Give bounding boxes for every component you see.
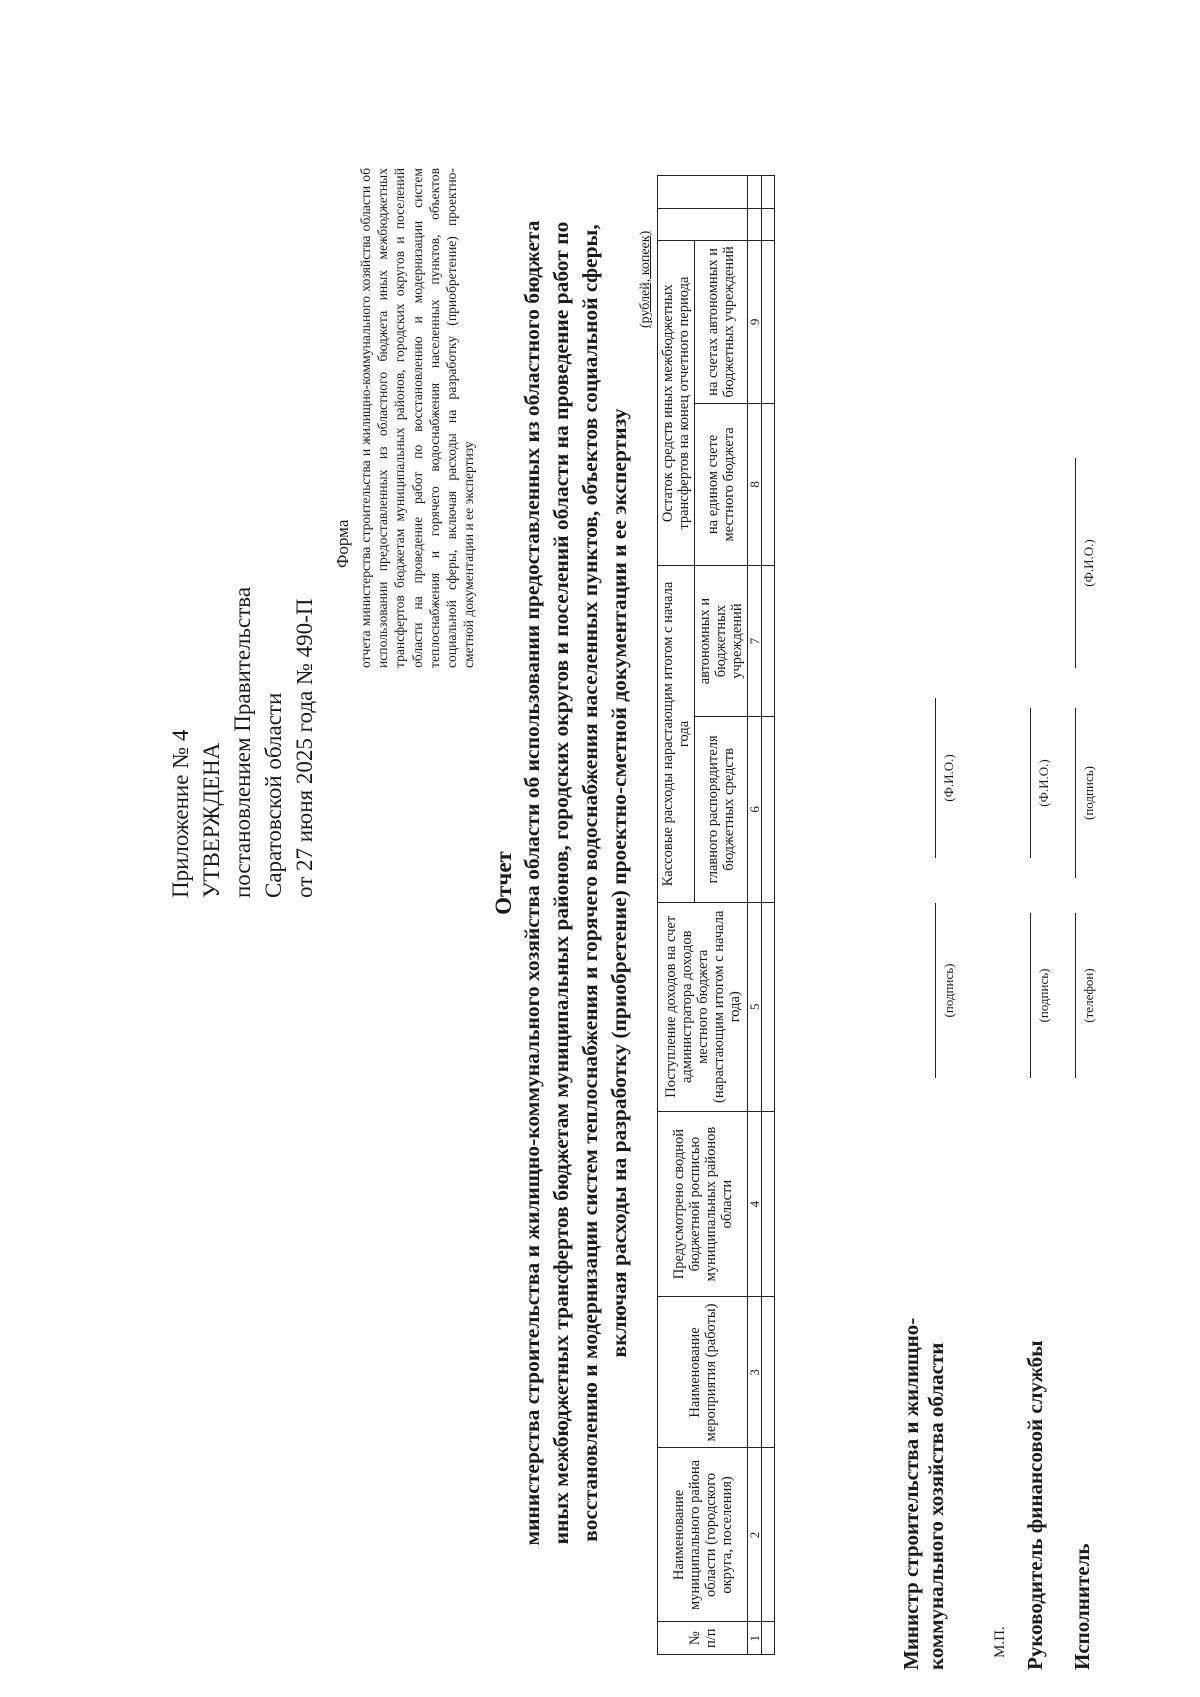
column-numbers-row <box>748 176 762 1655</box>
table-cell <box>762 403 775 566</box>
header-cash-expenses: Кассовые расходы нарастающим итогом с начала года <box>658 566 695 903</box>
column-number: 2 <box>748 1448 762 1622</box>
table-cell <box>762 241 775 404</box>
executor-signature-line <box>1075 708 1076 878</box>
table-cell <box>762 1622 775 1655</box>
executor-signature-caption: (подпись) <box>1081 766 1096 820</box>
header-municipality: Наименование муниципального района области (городского округа, поселения) <box>658 1448 748 1622</box>
report-heading: Отчет <box>491 851 516 915</box>
finance-signature-line <box>1030 913 1031 1078</box>
table-row <box>762 176 775 1655</box>
column-number: 3 <box>748 1297 762 1448</box>
column-number: 1 <box>748 1622 762 1655</box>
header-chief-manager: главного распорядителя бюджетных средств <box>695 717 748 903</box>
header-extra-col-1 <box>658 208 748 241</box>
approved-stamp-text: УТВЕРЖДЕНА <box>199 742 224 898</box>
approved-by-line-1: постановлением Правительства <box>230 586 255 898</box>
header-planned: Предусмотрено сводной бюджетной росписью муниципальных районов области <box>658 1111 748 1297</box>
report-table <box>657 175 775 1655</box>
approved-date: от 27 июня 2025 года № 490-П <box>292 598 317 898</box>
header-event: Наименование мероприятия (работы) <box>658 1297 748 1448</box>
document-page <box>75 158 1105 1678</box>
finance-name-caption: (Ф.И.О.) <box>1036 759 1051 807</box>
approval-block <box>165 358 320 898</box>
header-number: № п/п <box>658 1622 748 1655</box>
header-balance: Остаток средств иных межбюджетных трансфертов на конец отчетного периода <box>658 241 695 566</box>
executor-name-line <box>1075 458 1076 668</box>
table-cell <box>762 717 775 903</box>
report-subtitle: министерства строительства и жилищно-коммунального хозяйства области об использовании предоставленных из областного бюджета иных межбюджетных трансфертов бюджетам муниципальных районов, городских округов и поселений области на проведение работ по восстановлению и модернизации систем теплоснабжения и горячего водоснабжения населенных пунктов, объектов социальной сферы, включая расходы на разработку (приобретение) проектно-сметной документации и ее экспертизу <box>520 220 631 1546</box>
minister-name-line <box>935 698 936 858</box>
table-cell <box>762 176 775 209</box>
report-title-block <box>490 208 634 1558</box>
finance-name-line <box>1030 708 1031 858</box>
table-header-row <box>658 176 695 1655</box>
header-income: Поступление доходов на счет администратора доходов местного бюджета (нарастающим итогом с начала года) <box>658 902 748 1111</box>
column-number: 6 <box>748 717 762 903</box>
header-extra-col-2 <box>658 176 748 209</box>
column-number: 7 <box>748 566 762 717</box>
table-cell <box>762 208 775 241</box>
table-cell <box>762 1297 775 1448</box>
minister-signature-line <box>935 903 936 1078</box>
minister-name-caption: (Ф.И.О.) <box>941 754 956 802</box>
table-cell <box>762 902 775 1111</box>
header-institution-accounts: на счетах автономных и бюджетных учреждений <box>695 241 748 404</box>
column-number: 5 <box>748 902 762 1111</box>
table-cell <box>762 566 775 717</box>
executor-phone-line <box>1075 913 1076 1078</box>
finance-head-title: Руководитель финансовой службы <box>1023 1340 1047 1670</box>
finance-signature-caption: (подпись) <box>1036 968 1051 1023</box>
units-note: (рублей, копеек) <box>638 230 653 328</box>
table-cell <box>762 1448 775 1622</box>
approved-by-line-2: Саратовской области <box>261 692 286 898</box>
form-description: отчета министерства строительства и жилищно-коммунального хозяйства области об использовании предоставленных из областного бюджета иных межбюджетных трансфертов бюджетам муниципальных районов, городских округов и поселений области на проведение работ по восстановлению и модернизации систем теплоснабжения и горячего водоснабжения населенных пунктов, объектов социальной сферы, включая расходы на разработку (приобретение) проектно-сметной документации и ее экспертизу <box>358 168 477 668</box>
column-number: 9 <box>748 241 762 404</box>
minister-signature-caption: (подпись) <box>941 963 956 1018</box>
executor-phone-caption: (телефон) <box>1081 968 1096 1023</box>
form-label: Форма <box>333 519 352 568</box>
executor-name-caption: (Ф.И.О.) <box>1081 539 1096 587</box>
table-cell <box>762 1111 775 1297</box>
table-cell <box>748 208 762 241</box>
column-number: 4 <box>748 1111 762 1297</box>
appendix-number: Приложение № 4 <box>168 729 193 898</box>
executor-title: Исполнитель <box>1070 1543 1094 1670</box>
table-cell <box>748 176 762 209</box>
header-institutions: автономных и бюджетных учреждений <box>695 566 748 717</box>
minister-title: Министр строительства и жилищно-коммунального хозяйства области <box>899 1317 948 1670</box>
column-number: 8 <box>748 403 762 566</box>
header-single-account: на едином счете местного бюджета <box>695 403 748 566</box>
stamp-placeholder: М.П. <box>992 1626 1008 1658</box>
